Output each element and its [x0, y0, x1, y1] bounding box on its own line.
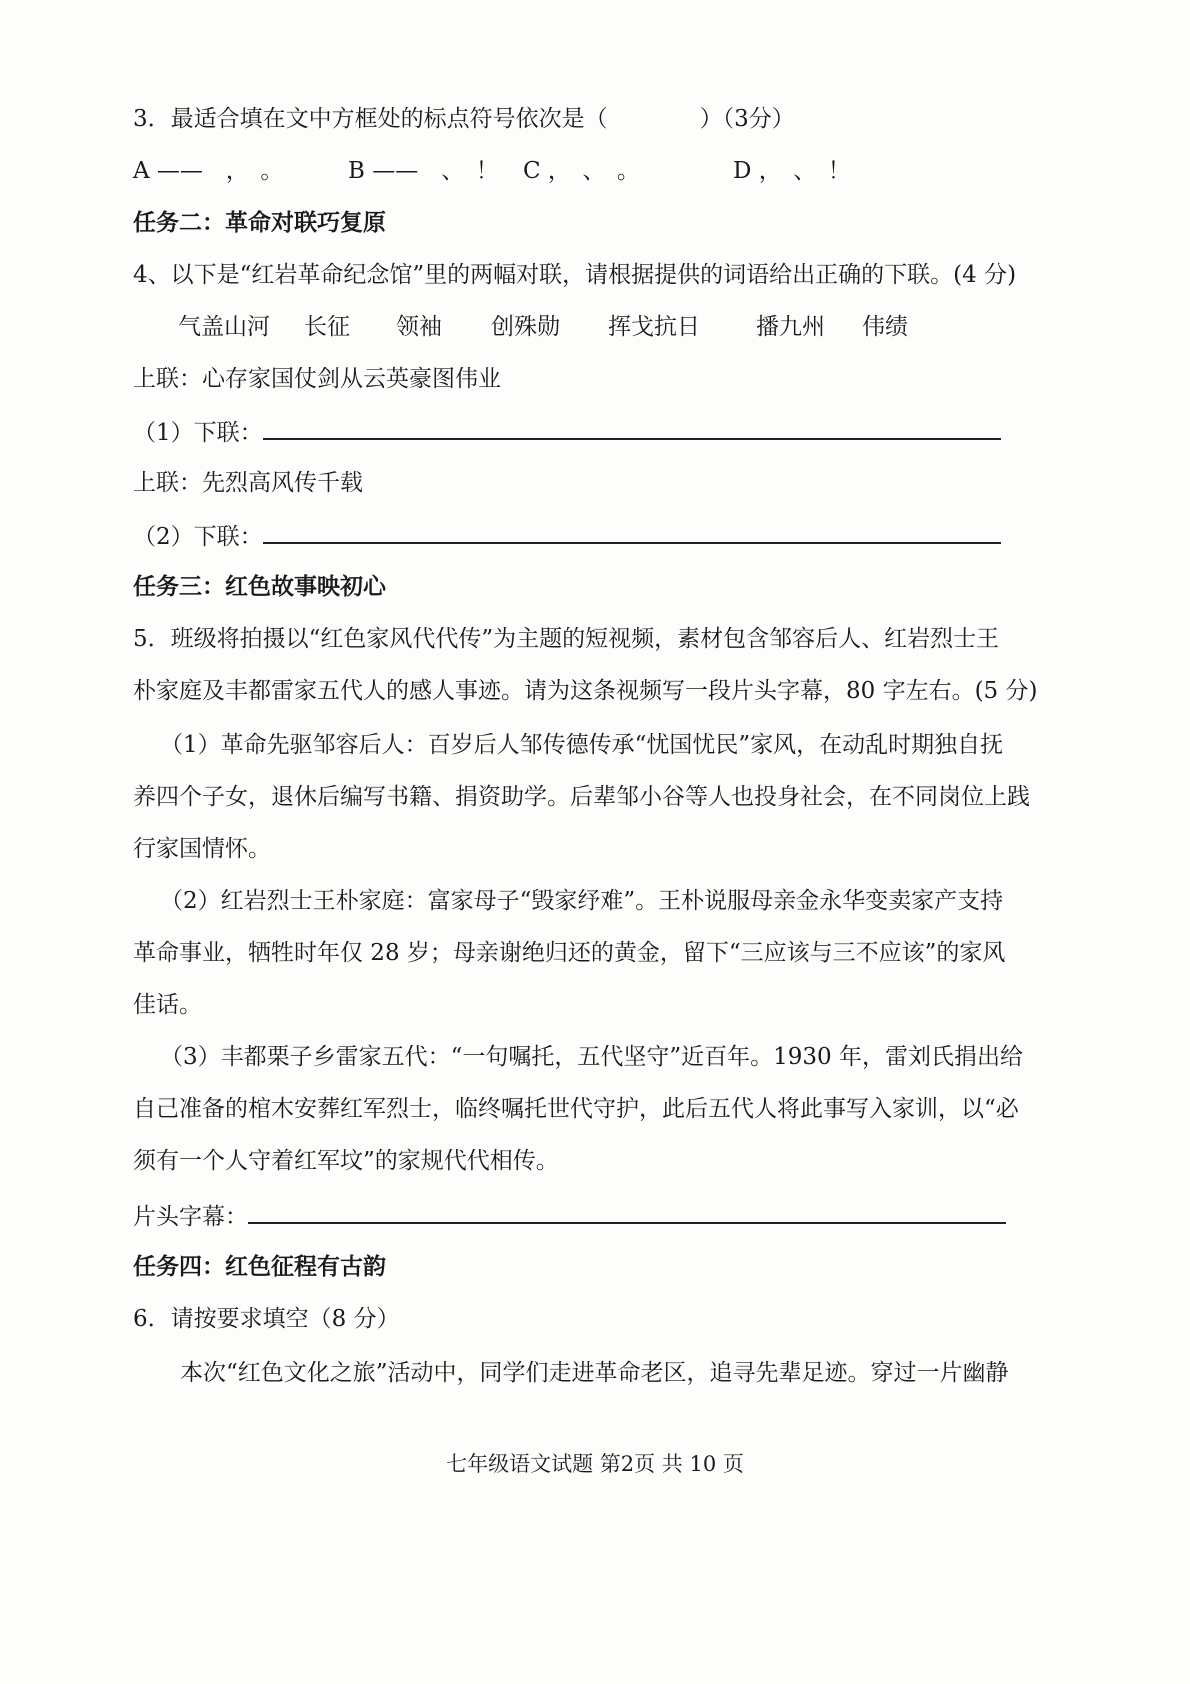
word-bank-item: 领袖: [396, 314, 442, 340]
material2-line: 革命事业，牺牲时年仅 28 岁；母亲谢绝归还的黄金，留下“三应该与三不应该”的家风: [133, 940, 1006, 966]
q6-passage-start: 本次“红色文化之旅”活动中，同学们走进革命老区，追寻先辈足迹。穿过一片幽静: [180, 1360, 1009, 1386]
word-bank-item: 气盖山河: [178, 314, 270, 340]
task2-title: 任务二：革命对联巧复原: [133, 210, 386, 236]
q3-stem: 3．最适合填在文中方框处的标点符号依次是（ ）（3分）: [133, 106, 795, 132]
couplet1-lower-label: （1）下联：: [133, 420, 263, 446]
q4-stem: 4、以下是“红岩革命纪念馆”里的两幅对联，请根据提供的词语给出正确的下联。(4 分): [133, 262, 1017, 288]
couplet2-answer-blank[interactable]: [263, 524, 1001, 544]
q5-stem-line: 朴家庭及丰都雷家五代人的感人事迹。请为这条视频写一段片头字幕，80 字左右。(5 分): [133, 678, 1038, 704]
material2-line: 佳话。: [133, 992, 202, 1018]
word-bank-item: 长征: [304, 314, 350, 340]
word-bank: [178, 316, 978, 342]
q3-option-a: A —— ， 。: [133, 158, 284, 184]
material2-line: （2）红岩烈士王朴家庭：富家母子“毁家纾难”。王朴说服母亲金永华变卖家产支持: [160, 888, 1004, 914]
task4-title: 任务四：红色征程有古韵: [133, 1254, 386, 1280]
couplet1-answer-blank[interactable]: [263, 420, 1001, 440]
caption-label: 片头字幕：: [133, 1204, 248, 1230]
q3-option-d: D ， 、 ！: [733, 158, 851, 184]
word-bank-item: 创殊勋: [491, 314, 560, 340]
task3-title: 任务三：红色故事映初心: [133, 574, 386, 600]
couplet2-lower-label: （2）下联：: [133, 524, 263, 550]
q3-option-b: B —— 、 ！: [348, 158, 499, 184]
q5-stem-line: 5．班级将拍摄以“红色家风代代传”为主题的短视频，素材包含邹容后人、红岩烈士王: [133, 626, 1000, 652]
couplet2-upper: 上联：先烈高风传千载: [133, 470, 363, 496]
material1-line: 行家国情怀。: [133, 836, 271, 862]
couplet1-upper: 上联：心存家国仗剑从云英豪图伟业: [133, 366, 501, 392]
material3-line: （3）丰都栗子乡雷家五代：“一句嘱托，五代坚守”近百年。1930 年，雷刘氏捐出给: [160, 1044, 1023, 1070]
word-bank-item: 挥戈抗日: [608, 314, 700, 340]
material1-line: 养四个子女，退休后编写书籍、捐资助学。后辈邹小谷等人也投身社会，在不同岗位上践: [133, 784, 1030, 810]
couplet2-lower-row: [133, 524, 1001, 549]
q3-option-c: C ， 、 。: [523, 158, 640, 184]
page-footer: 七年级语文试题 第2页 共 10 页: [446, 1452, 744, 1476]
couplet1-lower-row: [133, 420, 1001, 445]
caption-row: [133, 1204, 1006, 1229]
word-bank-item: 播九州: [756, 314, 825, 340]
material3-line: 须有一个人守着红军坟”的家规代代相传。: [133, 1148, 559, 1174]
word-bank-item: 伟绩: [862, 314, 908, 340]
material3-line: 自己准备的棺木安葬红军烈士，临终嘱托世代守护，此后五代人将此事写入家训，以“必: [133, 1096, 1019, 1122]
q3-options: [133, 160, 1033, 186]
q6-stem: 6．请按要求填空（8 分）: [133, 1306, 400, 1332]
material1-line: （1）革命先驱邹容后人：百岁后人邹传德传承“忧国忧民”家风，在动乱时期独自抚: [160, 732, 1004, 758]
caption-answer-blank[interactable]: [248, 1204, 1006, 1224]
